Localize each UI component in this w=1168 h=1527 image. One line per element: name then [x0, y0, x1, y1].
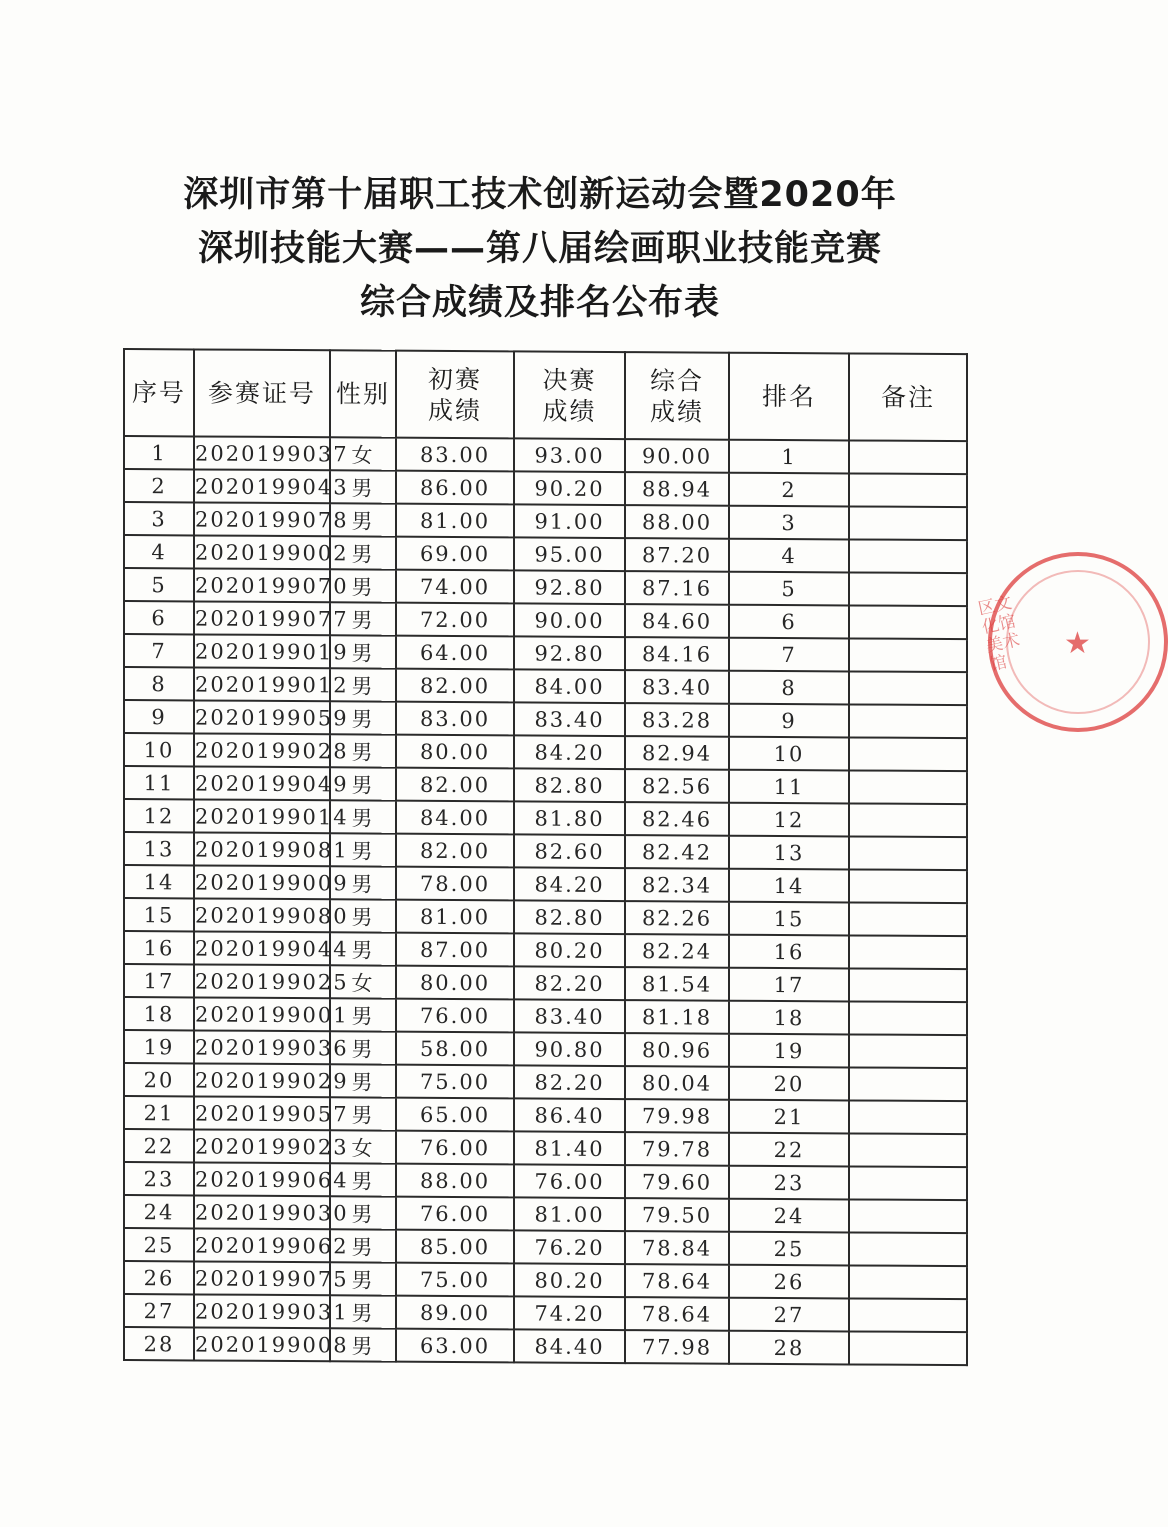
table-row: [124, 1063, 967, 1101]
cell-notes: [849, 638, 967, 672]
cell-overall: 82.24: [625, 934, 729, 968]
cell-final: 82.20: [514, 966, 625, 1000]
table-row: [124, 700, 967, 738]
table-row: [124, 1228, 967, 1266]
table-row: [124, 502, 967, 540]
cell-notes: [849, 1100, 967, 1134]
table-row: [124, 898, 967, 936]
cell-notes: [849, 737, 967, 771]
cell-final: 95.00: [514, 537, 625, 571]
cell-id: 2020199002: [194, 535, 330, 569]
cell-prelim: 74.00: [396, 570, 514, 604]
table-row: [124, 469, 967, 507]
cell-overall: 82.34: [625, 868, 729, 902]
cell-id: 2020199014: [194, 799, 330, 833]
cell-id: 2020199031: [194, 1294, 330, 1328]
cell-rank: 7: [729, 638, 849, 672]
cell-notes: [849, 539, 967, 573]
cell-seq: 4: [124, 535, 194, 568]
cell-id: 2020199037: [194, 436, 330, 470]
cell-seq: 28: [124, 1327, 194, 1360]
header-seq: 序号: [124, 349, 194, 436]
cell-rank: 19: [729, 1034, 849, 1068]
cell-final: 82.20: [514, 1065, 625, 1099]
cell-seq: 1: [124, 436, 194, 469]
cell-notes: [849, 704, 967, 738]
title-line-1: 深圳市第十届职工技术创新运动会暨2020年: [183, 175, 897, 215]
cell-rank: 3: [729, 506, 849, 540]
cell-seq: 26: [124, 1261, 194, 1294]
cell-overall: 77.98: [625, 1330, 729, 1364]
table-body: [124, 436, 967, 1365]
cell-gender: 男: [330, 899, 396, 932]
cell-gender: 男: [330, 932, 396, 965]
cell-overall: 82.94: [625, 736, 729, 770]
cell-final: 80.20: [514, 933, 625, 967]
cell-seq: 22: [124, 1129, 194, 1162]
table-row: [124, 568, 967, 606]
cell-notes: [849, 671, 967, 705]
cell-overall: 79.78: [625, 1132, 729, 1166]
cell-seq: 23: [124, 1162, 194, 1195]
cell-prelim: 80.00: [396, 735, 514, 769]
cell-seq: 11: [124, 766, 194, 799]
table-row: [124, 766, 967, 804]
cell-gender: 男: [330, 1064, 396, 1097]
header-overall: 综合 成绩: [625, 352, 729, 440]
cell-final: 91.00: [514, 504, 625, 538]
cell-gender: 男: [330, 536, 396, 569]
table-row: [124, 1261, 967, 1299]
cell-id: 2020199049: [194, 766, 330, 800]
cell-gender: 男: [330, 569, 396, 602]
cell-seq: 25: [124, 1228, 194, 1261]
cell-final: 82.80: [514, 768, 625, 802]
cell-rank: 6: [729, 605, 849, 639]
table-row: [124, 1030, 967, 1068]
cell-seq: 13: [124, 832, 194, 865]
cell-overall: 82.56: [625, 769, 729, 803]
cell-gender: 女: [330, 1130, 396, 1163]
cell-gender: 男: [330, 767, 396, 800]
cell-prelim: 81.00: [396, 504, 514, 538]
cell-prelim: 82.00: [396, 669, 514, 703]
cell-rank: 14: [729, 869, 849, 903]
cell-notes: [849, 1232, 967, 1266]
cell-id: 2020199064: [194, 1162, 330, 1196]
cell-rank: 21: [729, 1100, 849, 1134]
cell-id: 2020199075: [194, 1261, 330, 1295]
cell-id: 2020199070: [194, 568, 330, 602]
cell-notes: [849, 605, 967, 639]
cell-id: 2020199019: [194, 634, 330, 668]
cell-overall: 82.46: [625, 802, 729, 836]
cell-gender: 女: [330, 965, 396, 998]
cell-overall: 78.64: [625, 1264, 729, 1298]
cell-rank: 15: [729, 902, 849, 936]
cell-rank: 1: [729, 440, 849, 474]
table-row: [124, 931, 967, 969]
cell-notes: [849, 1067, 967, 1101]
cell-notes: [849, 902, 967, 936]
cell-final: 80.20: [514, 1263, 625, 1297]
cell-notes: [849, 473, 967, 507]
cell-overall: 82.42: [625, 835, 729, 869]
cell-overall: 88.94: [625, 472, 729, 506]
table-row: [124, 634, 967, 672]
cell-notes: [849, 1001, 967, 1035]
cell-rank: 2: [729, 473, 849, 507]
cell-id: 2020199077: [194, 601, 330, 635]
cell-overall: 84.60: [625, 604, 729, 638]
cell-notes: [849, 836, 967, 870]
cell-final: 81.40: [514, 1131, 625, 1165]
table-row: [124, 1294, 967, 1332]
table-row: [124, 1162, 967, 1200]
cell-final: 83.40: [514, 999, 625, 1033]
cell-rank: 13: [729, 836, 849, 870]
cell-seq: 20: [124, 1063, 194, 1096]
cell-prelim: 85.00: [396, 1230, 514, 1264]
cell-prelim: 58.00: [396, 1032, 514, 1066]
cell-prelim: 81.00: [396, 900, 514, 934]
table-row: [124, 799, 967, 837]
cell-final: 93.00: [514, 438, 625, 472]
cell-gender: 男: [330, 602, 396, 635]
cell-id: 2020199057: [194, 1096, 330, 1130]
cell-prelim: 75.00: [396, 1263, 514, 1297]
cell-prelim: 86.00: [396, 471, 514, 505]
header-prelim: 初赛 成绩: [396, 351, 514, 439]
page-title: [0, 168, 1080, 330]
cell-gender: 男: [330, 734, 396, 767]
cell-final: 84.20: [514, 867, 625, 901]
cell-gender: 男: [330, 1196, 396, 1229]
cell-seq: 16: [124, 931, 194, 964]
cell-gender: 女: [330, 437, 396, 470]
results-table: [123, 348, 968, 1366]
cell-final: 76.00: [514, 1164, 625, 1198]
table-row: [124, 1096, 967, 1134]
cell-seq: 8: [124, 667, 194, 700]
cell-prelim: 84.00: [396, 801, 514, 835]
cell-gender: 男: [330, 998, 396, 1031]
table-row: [124, 964, 967, 1002]
title-line-2: 深圳技能大赛——第八届绘画职业技能竞赛: [197, 229, 882, 269]
cell-notes: [849, 770, 967, 804]
table-row: [124, 832, 967, 870]
table-row: [124, 1129, 967, 1167]
cell-id: 2020199044: [194, 931, 330, 965]
cell-notes: [849, 803, 967, 837]
cell-overall: 90.00: [625, 439, 729, 473]
cell-seq: 27: [124, 1294, 194, 1327]
cell-final: 84.40: [514, 1329, 625, 1363]
cell-seq: 14: [124, 865, 194, 898]
cell-final: 82.60: [514, 834, 625, 868]
cell-final: 83.40: [514, 702, 625, 736]
cell-final: 86.40: [514, 1098, 625, 1132]
cell-notes: [849, 572, 967, 606]
cell-id: 2020199023: [194, 1129, 330, 1163]
cell-overall: 83.40: [625, 670, 729, 704]
cell-gender: 男: [330, 1262, 396, 1295]
header-gender: 性别: [330, 350, 396, 437]
cell-gender: 男: [330, 1097, 396, 1130]
cell-prelim: 87.00: [396, 933, 514, 967]
cell-id: 2020199081: [194, 832, 330, 866]
cell-overall: 87.20: [625, 538, 729, 572]
cell-overall: 79.98: [625, 1099, 729, 1133]
cell-notes: [849, 935, 967, 969]
cell-rank: 28: [729, 1331, 849, 1365]
cell-id: 2020199030: [194, 1195, 330, 1229]
cell-notes: [849, 1166, 967, 1200]
cell-overall: 81.18: [625, 1000, 729, 1034]
cell-notes: [849, 1199, 967, 1233]
cell-notes: [849, 968, 967, 1002]
cell-prelim: 80.00: [396, 966, 514, 1000]
table-row: [124, 535, 967, 573]
cell-prelim: 76.00: [396, 999, 514, 1033]
cell-rank: 22: [729, 1133, 849, 1167]
cell-overall: 81.54: [625, 967, 729, 1001]
cell-rank: 23: [729, 1166, 849, 1200]
star-icon: ★: [1064, 626, 1091, 661]
cell-id: 2020199062: [194, 1228, 330, 1262]
official-seal: [976, 552, 1168, 732]
cell-prelim: 76.00: [396, 1197, 514, 1231]
cell-rank: 12: [729, 803, 849, 837]
cell-overall: 78.84: [625, 1231, 729, 1265]
cell-seq: 7: [124, 634, 194, 667]
cell-notes: [849, 1298, 967, 1332]
cell-id: 2020199001: [194, 997, 330, 1031]
cell-rank: 8: [729, 671, 849, 705]
cell-id: 2020199080: [194, 898, 330, 932]
cell-notes: [849, 1331, 967, 1365]
cell-overall: 82.26: [625, 901, 729, 935]
cell-rank: 27: [729, 1298, 849, 1332]
table-row: [124, 865, 967, 903]
cell-prelim: 82.00: [396, 834, 514, 868]
header-final: 决赛 成绩: [514, 351, 625, 439]
cell-prelim: 76.00: [396, 1131, 514, 1165]
cell-seq: 17: [124, 964, 194, 997]
cell-rank: 24: [729, 1199, 849, 1233]
cell-overall: 79.50: [625, 1198, 729, 1232]
cell-prelim: 89.00: [396, 1296, 514, 1330]
seal-text: 区文化馆美术馆: [976, 592, 1022, 676]
cell-rank: 18: [729, 1001, 849, 1035]
header-notes: 备注: [849, 353, 967, 441]
cell-id: 2020199008: [194, 1327, 330, 1361]
cell-final: 92.80: [514, 636, 625, 670]
cell-overall: 80.04: [625, 1066, 729, 1100]
header-id: 参赛证号: [194, 349, 330, 437]
cell-id: 2020199009: [194, 865, 330, 899]
cell-gender: 男: [330, 668, 396, 701]
cell-prelim: 69.00: [396, 537, 514, 571]
cell-prelim: 72.00: [396, 603, 514, 637]
cell-seq: 24: [124, 1195, 194, 1228]
cell-gender: 男: [330, 1229, 396, 1262]
cell-overall: 80.96: [625, 1033, 729, 1067]
header-row: [124, 349, 967, 441]
cell-notes: [849, 440, 967, 474]
cell-gender: 男: [330, 1295, 396, 1328]
cell-rank: 26: [729, 1265, 849, 1299]
cell-final: 92.80: [514, 570, 625, 604]
cell-prelim: 75.00: [396, 1065, 514, 1099]
cell-gender: 男: [330, 701, 396, 734]
table-row: [124, 436, 967, 474]
cell-notes: [849, 1034, 967, 1068]
cell-overall: 84.16: [625, 637, 729, 671]
cell-notes: [849, 506, 967, 540]
cell-seq: 19: [124, 1030, 194, 1063]
cell-rank: 25: [729, 1232, 849, 1266]
cell-final: 90.20: [514, 471, 625, 505]
cell-final: 82.80: [514, 900, 625, 934]
cell-id: 2020199078: [194, 502, 330, 536]
cell-id: 2020199012: [194, 667, 330, 701]
cell-notes: [849, 1133, 967, 1167]
header-rank: 排名: [729, 353, 849, 441]
cell-gender: 男: [330, 800, 396, 833]
cell-rank: 11: [729, 770, 849, 804]
cell-overall: 78.64: [625, 1297, 729, 1331]
cell-prelim: 88.00: [396, 1164, 514, 1198]
cell-id: 2020199029: [194, 1063, 330, 1097]
cell-seq: 18: [124, 997, 194, 1030]
cell-gender: 男: [330, 1031, 396, 1064]
cell-gender: 男: [330, 833, 396, 866]
cell-id: 2020199025: [194, 964, 330, 998]
cell-id: 2020199036: [194, 1030, 330, 1064]
cell-prelim: 82.00: [396, 768, 514, 802]
cell-rank: 5: [729, 572, 849, 606]
cell-overall: 83.28: [625, 703, 729, 737]
cell-final: 84.20: [514, 735, 625, 769]
cell-prelim: 83.00: [396, 702, 514, 736]
cell-rank: 20: [729, 1067, 849, 1101]
cell-final: 76.20: [514, 1230, 625, 1264]
table-row: [124, 733, 967, 771]
cell-final: 90.00: [514, 603, 625, 637]
cell-id: 2020199043: [194, 469, 330, 503]
cell-gender: 男: [330, 635, 396, 668]
cell-final: 90.80: [514, 1032, 625, 1066]
cell-id: 2020199059: [194, 700, 330, 734]
cell-rank: 17: [729, 968, 849, 1002]
cell-seq: 15: [124, 898, 194, 931]
cell-seq: 21: [124, 1096, 194, 1129]
table-row: [124, 667, 967, 705]
cell-notes: [849, 869, 967, 903]
table-row: [124, 1327, 967, 1365]
cell-gender: 男: [330, 470, 396, 503]
cell-gender: 男: [330, 503, 396, 536]
cell-seq: 5: [124, 568, 194, 601]
table-row: [124, 1195, 967, 1233]
cell-final: 84.00: [514, 669, 625, 703]
cell-seq: 6: [124, 601, 194, 634]
cell-gender: 男: [330, 866, 396, 899]
cell-rank: 9: [729, 704, 849, 738]
cell-prelim: 65.00: [396, 1098, 514, 1132]
cell-notes: [849, 1265, 967, 1299]
cell-gender: 男: [330, 1328, 396, 1361]
cell-id: 2020199028: [194, 733, 330, 767]
cell-overall: 87.16: [625, 571, 729, 605]
cell-seq: 2: [124, 469, 194, 502]
cell-rank: 4: [729, 539, 849, 573]
cell-seq: 12: [124, 799, 194, 832]
cell-seq: 3: [124, 502, 194, 535]
cell-seq: 9: [124, 700, 194, 733]
table-row: [124, 997, 967, 1035]
cell-seq: 10: [124, 733, 194, 766]
table-row: [124, 601, 967, 639]
cell-final: 74.20: [514, 1296, 625, 1330]
cell-prelim: 83.00: [396, 438, 514, 472]
cell-prelim: 64.00: [396, 636, 514, 670]
title-line-3: 综合成绩及排名公布表: [359, 283, 720, 323]
cell-prelim: 63.00: [396, 1329, 514, 1363]
cell-gender: 男: [330, 1163, 396, 1196]
cell-rank: 10: [729, 737, 849, 771]
cell-final: 81.00: [514, 1197, 625, 1231]
cell-final: 81.80: [514, 801, 625, 835]
cell-overall: 88.00: [625, 505, 729, 539]
cell-rank: 16: [729, 935, 849, 969]
cell-prelim: 78.00: [396, 867, 514, 901]
cell-overall: 79.60: [625, 1165, 729, 1199]
